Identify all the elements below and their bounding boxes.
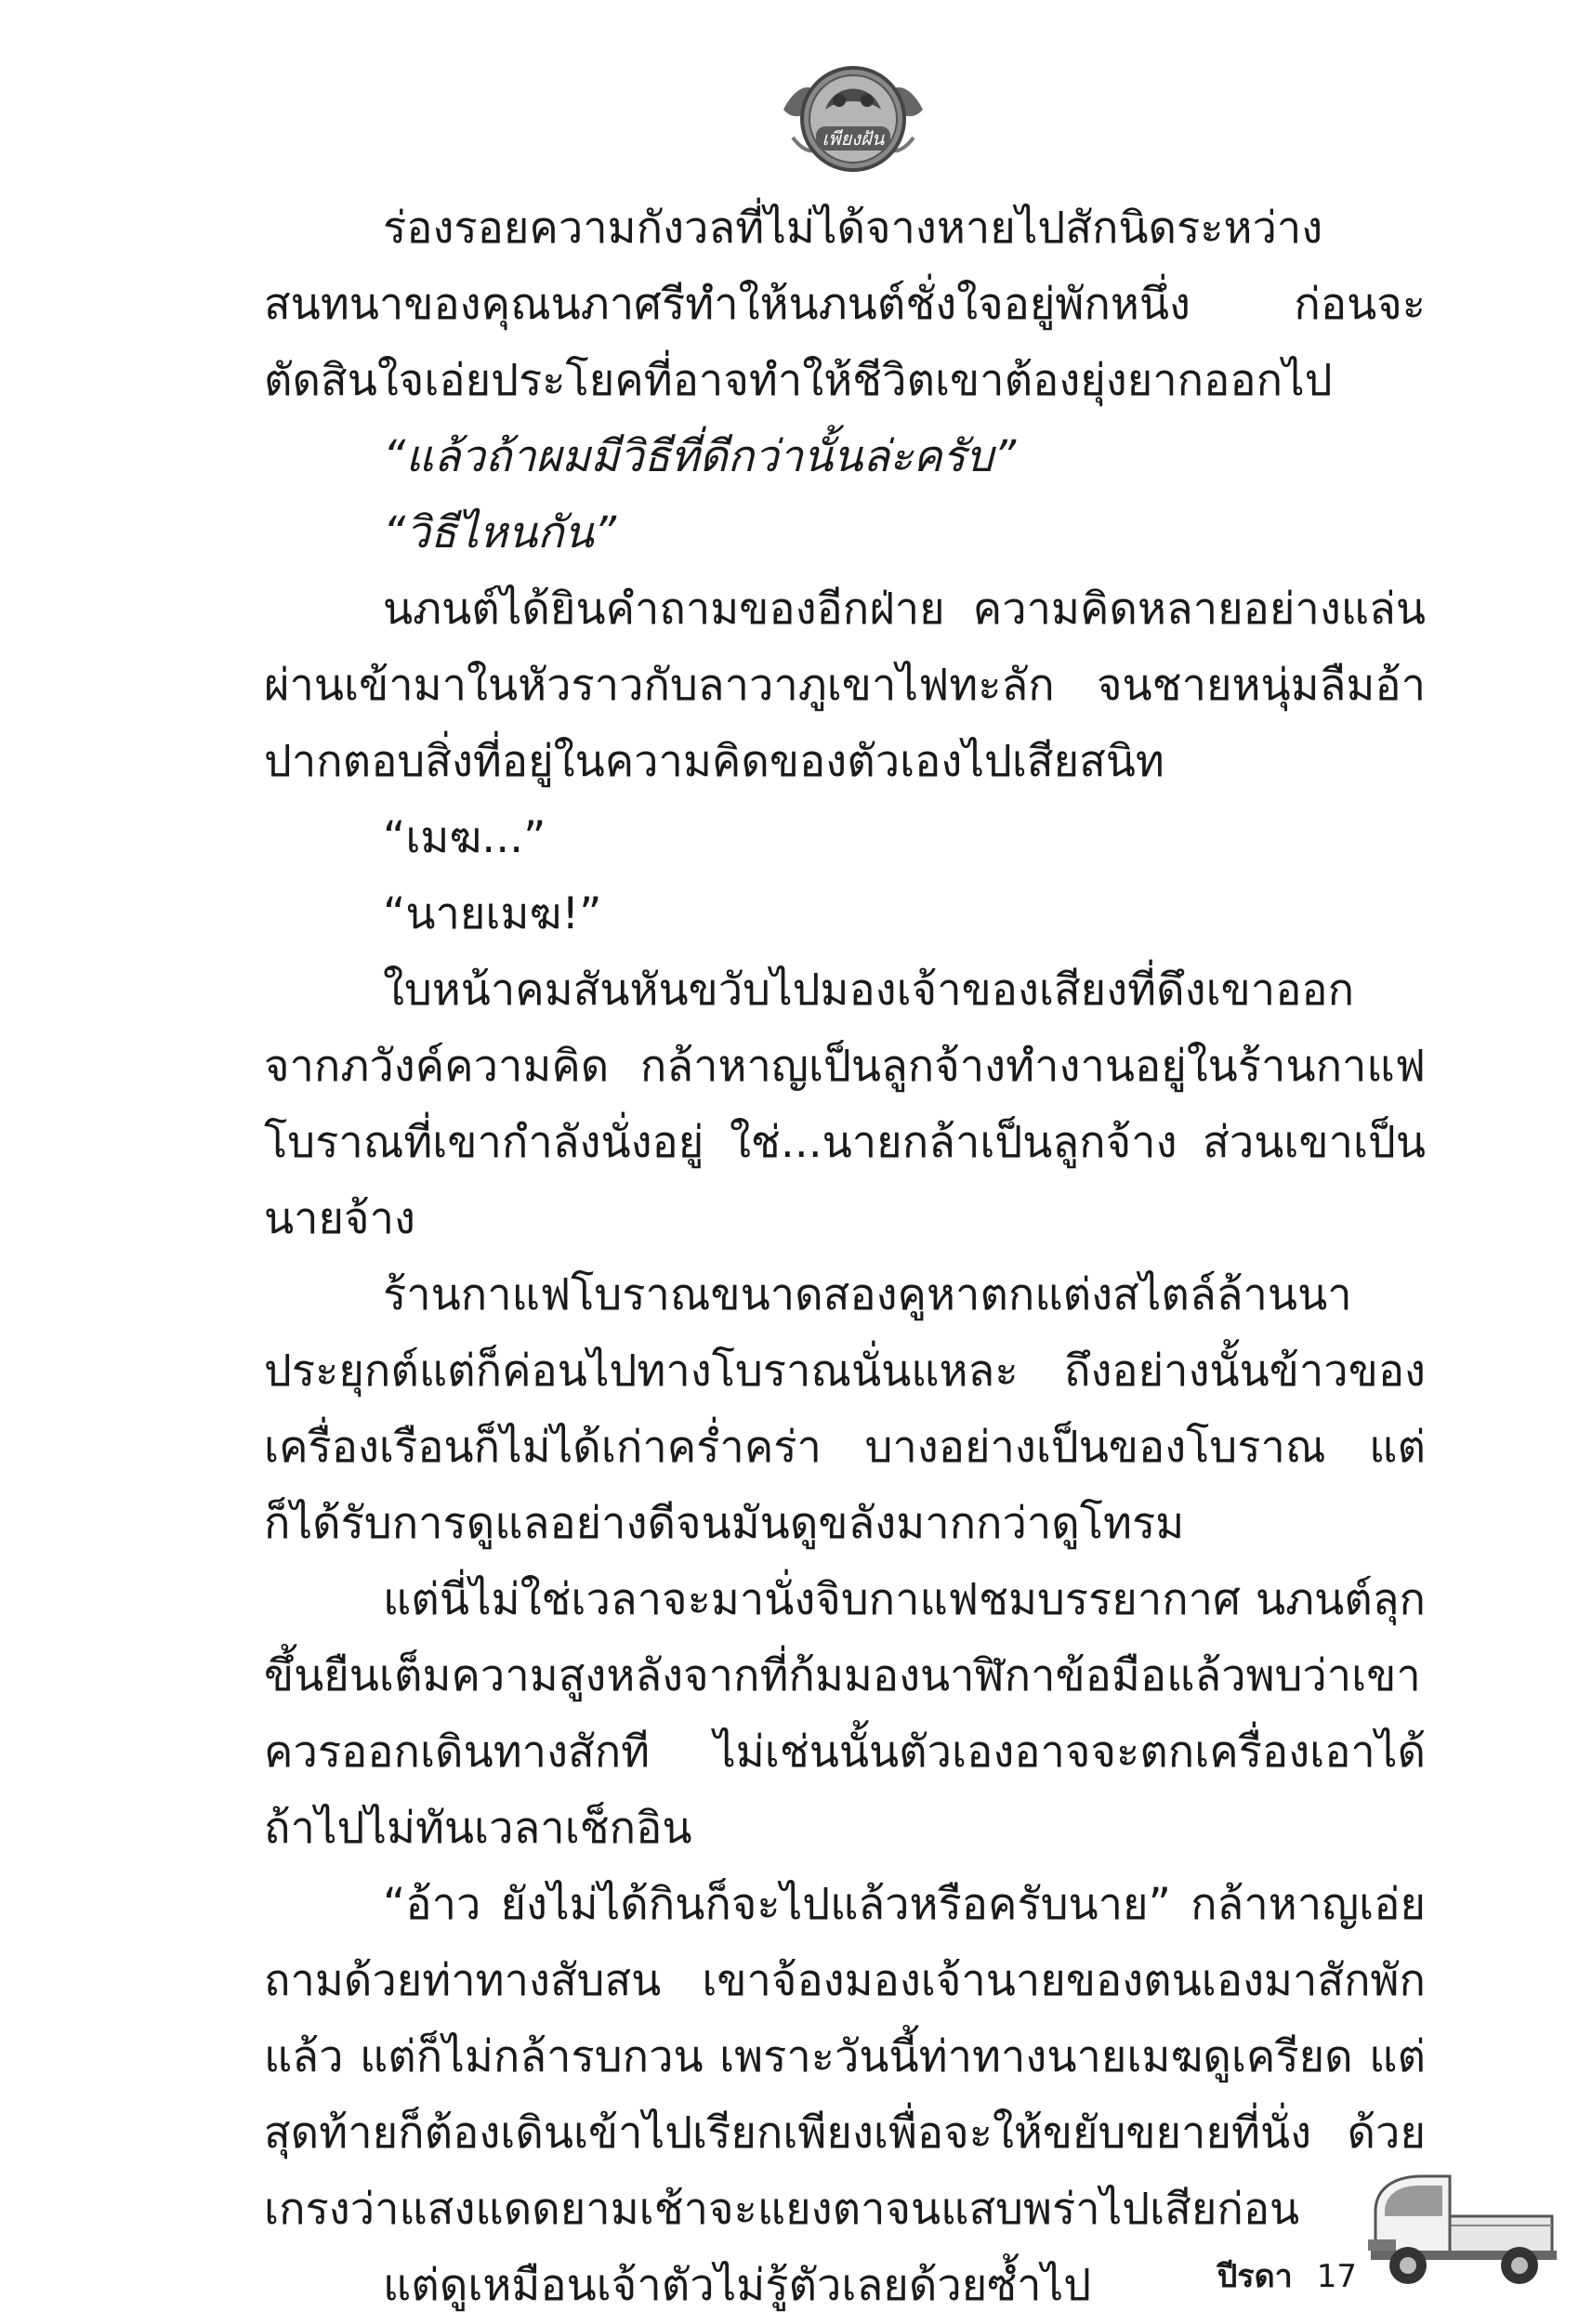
emblem-label: เพียงฝัน: [822, 127, 885, 150]
publisher-emblem-icon: [774, 45, 932, 184]
paragraph: ร่องรอยความกังวลที่ไม่ได้จางหายไปสักนิดระหว่างสนทนาของคุณนภาศรีทำให้นภนต์ชั่งใจอยู่พักหนึ่ง ก่อนจะตัดสินใจเอ่ยประโยคที่อาจทำให้ชีวิตเขาต้องยุ่งยากออกไป: [264, 203, 1426, 406]
paragraph: แต่นี่ไม่ใช่เวลาจะมานั่งจิบกาแฟชมบรรยากาศ นภนต์ลุกขึ้นยืนเต็มความสูงหลังจากที่ก้มมองนาฬิกาข้อมือแล้วพบว่าเขาควรออกเดินทางสักที ไม่เช่นนั้นตัวเองอาจจะตกเครื่องเอาได้ถ้าไปไม่ทันเวลาเช็กอิน: [264, 1574, 1426, 1854]
book-title: ปีรดา: [1217, 2258, 1293, 2295]
dialogue-line: “แล้วถ้าผมมีวิธีที่ดีกว่านั้นล่ะครับ”: [383, 431, 1017, 482]
pickup-truck-icon: [1357, 2165, 1561, 2295]
running-head: [1152, 2251, 1357, 2301]
page-number: 17: [1316, 2258, 1357, 2295]
paragraph: แต่ดูเหมือนเจ้าตัวไม่รู้ตัวเลยด้วยซ้ำไป: [383, 2260, 1092, 2311]
chapter-body: [264, 190, 1426, 2324]
paragraph: “อ้าว ยังไม่ได้กินก็จะไปแล้วหรือครับนาย” กล้าหาญเอ่ยถามด้วยท่าทางสับสน เขาจ้องมองเจ้านายของตนเองมาสักพักแล้ว แต่ก็ไม่กล้ารบกวน เพราะวันนี้ท่าทางนายเมฆดูเครียด แต่สุดท้ายก็ต้องเดินเข้าไปเรียกเพียงเพื่อจะให้ขยับขยายที่นั่ง ด้วยเกรงว่าแสงแดดยามเช้าจะแยงตาจนแสบพร่าไปเสียก่อน: [264, 1879, 1426, 2235]
paragraph: ใบหน้าคมสันหันขวับไปมองเจ้าของเสียงที่ดึงเขาออกจากภวังค์ความคิด กล้าหาญเป็นลูกจ้างทำงานอยู่ในร้านกาแฟโบราณที่เขากำลังนั่งอยู่ ใช่...นายกล้าเป็นลูกจ้าง ส่วนเขาเป็นนายจ้าง: [264, 965, 1426, 1244]
dialogue-line: “วิธีไหนกัน”: [383, 507, 617, 558]
dialogue-line: “นายเมฆ!”: [383, 888, 602, 939]
paragraph: ร้านกาแฟโบราณขนาดสองคูหาตกแต่งสไตล์ล้านนาประยุกต์แต่ก็ค่อนไปทางโบราณนั่นแหละ ถึงอย่างนั้นข้าวของเครื่องเรือนก็ไม่ได้เก่าคร่ำคร่า บางอย่างเป็นของโบราณ แต่ก็ได้รับการดูแลอย่างดีจนมันดูขลังมากกว่าดูโทรม: [264, 1269, 1426, 1549]
dialogue-line: “เมฆ...”: [383, 812, 546, 863]
paragraph: นภนต์ได้ยินคำถามของอีกฝ่าย ความคิดหลายอย่างแล่นผ่านเข้ามาในหัวราวกับลาวาภูเขาไฟทะลัก จนชายหนุ่มลืมอ้าปากตอบสิ่งที่อยู่ในความคิดของตัวเองไปเสียสนิท: [264, 584, 1426, 787]
